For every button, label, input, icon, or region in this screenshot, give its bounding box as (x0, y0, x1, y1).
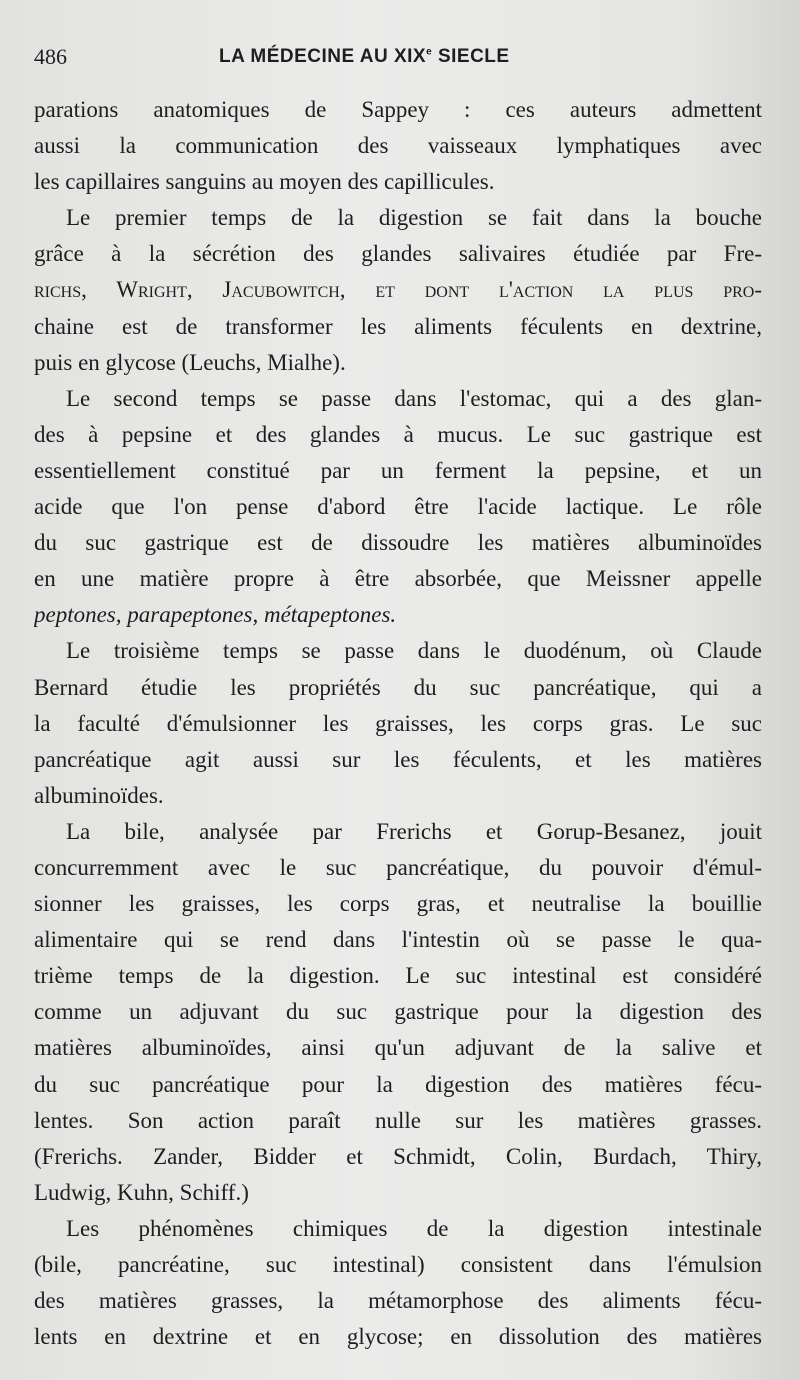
text-line: aussi la communication des vaisseaux lymphatiques avec (34, 133, 762, 159)
text-line: les capillaires sanguins au moyen des capillicules. (34, 169, 495, 195)
text-line: Ludwig, Kuhn, Schiff.) (34, 1179, 249, 1205)
text-line: (Frerichs. Zander, Bidder et Schmidt, Colin, Burdach, Thiry, (34, 1143, 762, 1169)
body-text (34, 92, 762, 1355)
text-line: Le premier temps de la digestion se fait dans la bouche (66, 205, 762, 231)
text-line: matières albuminoïdes, ainsi qu'un adjuvant de la salive et (34, 1035, 762, 1061)
text-line: alimentaire qui se rend dans l'intestin où se passe le qua- (34, 927, 762, 953)
text-line: acide que l'on pense d'abord être l'acide lactique. Le rôle (34, 494, 762, 520)
text-line: grâce à la sécrétion des glandes salivaires étudiée par Fre- (34, 241, 762, 267)
text-line: puis en glycose (Leuchs, Mialhe). (34, 349, 346, 375)
text-line: Bernard étudie les propriétés du suc pancréatique, qui a (34, 674, 762, 700)
text-line: pancréatique agit aussi sur les féculents, et les matières (34, 746, 762, 772)
page-header (34, 44, 754, 78)
text-line: Les phénomènes chimiques de la digestion intestinale (66, 1215, 762, 1241)
text-line: trième temps de la digestion. Le suc intestinal est considéré (34, 963, 762, 989)
text-line: (bile, pancréatine, suc intestinal) consistent dans l'émulsion (34, 1252, 762, 1277)
text-line: lentes. Son action paraît nulle sur les matières grasses. (34, 1107, 762, 1133)
text-line: des matières grasses, la métamorphose des aliments fécu- (34, 1288, 762, 1314)
text-line: parations anatomiques de Sappey : ces auteurs admettent (34, 97, 762, 122)
text-line: albuminoïdes. (34, 782, 164, 808)
text-line: peptones, parapeptones, métapeptones. (34, 602, 397, 628)
text-line: la faculté d'émulsionner les graisses, les corps gras. Le suc (34, 710, 762, 736)
text-line: des à pepsine et des glandes à mucus. Le suc gastrique est (34, 421, 762, 447)
text-line: concurremment avec le suc pancréatique, du pouvoir d'émul- (34, 854, 762, 880)
text-line: lents en dextrine et en glycose; en dissolution des matières (34, 1324, 762, 1350)
text-line: richs, Wright, Jacubowitch, et dont l'action la plus pro- (34, 277, 762, 303)
text-line: en une matière propre à être absorbée, que Meissner appelle (34, 566, 762, 592)
page-number: 486 (34, 44, 67, 69)
text-line: comme un adjuvant du suc gastrique pour la digestion des (34, 999, 762, 1025)
text-line: chaine est de transformer les aliments féculents en dextrine, (34, 313, 762, 339)
text-line: Le second temps se passe dans l'estomac, qui a des glan- (66, 385, 762, 411)
running-title: LA MÉDECINE AU XIXe SIECLE (219, 46, 510, 67)
text-line: sionner les graisses, les corps gras, et neutralise la bouillie (34, 891, 762, 917)
text-line: La bile, analysée par Frerichs et Gorup-Besanez, jouit (66, 818, 762, 844)
text-line: du suc pancréatique pour la digestion des matières fécu- (34, 1071, 762, 1097)
text-line: Le troisième temps se passe dans le duodénum, où Claude (66, 638, 762, 664)
text-line: essentiellement constitué par un ferment la pepsine, et un (34, 457, 762, 483)
text-line: du suc gastrique est de dissoudre les matières albuminoïdes (34, 530, 762, 556)
